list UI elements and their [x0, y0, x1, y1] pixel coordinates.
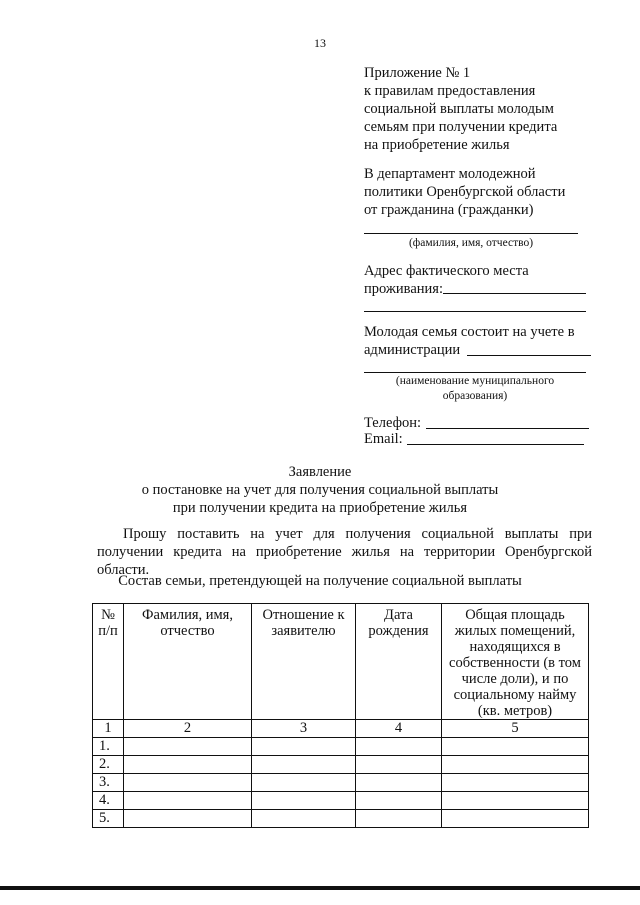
birthdate-cell[interactable]	[356, 738, 442, 756]
administration-field[interactable]	[467, 355, 591, 356]
fullname-cell[interactable]	[124, 774, 252, 792]
table-row	[93, 756, 589, 774]
index-cell: 3	[252, 720, 356, 738]
address-label: Адрес фактического места	[364, 263, 529, 279]
addressee-line: В департамент молодежной	[364, 166, 536, 182]
bottom-rule	[0, 886, 640, 890]
header-birthdate: Дата рождения	[356, 604, 442, 720]
row-number: 4.	[93, 792, 124, 810]
row-number: 1.	[93, 738, 124, 756]
addressee-line: от гражданина (гражданки)	[364, 202, 534, 218]
area-cell[interactable]	[442, 792, 589, 810]
table-row	[93, 774, 589, 792]
municipality-hint-1: (наименование муниципального	[395, 375, 555, 387]
municipality-hint	[364, 374, 586, 404]
header-area: Общая площадь жилых помещений, находящихся в собственности (в том числе доли), и по социальному найму (кв. метров)	[442, 604, 589, 720]
birthdate-cell[interactable]	[356, 756, 442, 774]
name-hint: (фамилия, имя, отчество)	[408, 237, 534, 249]
phone-field[interactable]	[426, 428, 589, 429]
family-table	[92, 603, 589, 828]
phone-label: Телефон:	[364, 415, 422, 431]
appendix-line: на приобретение жилья	[364, 137, 510, 153]
statement-subtitle-1: о постановке на учет для получения социальной выплаты	[141, 482, 499, 498]
addressee-block	[364, 165, 604, 219]
table-index-row	[93, 720, 589, 738]
index-cell: 2	[124, 720, 252, 738]
registration-label-2: администрации	[364, 342, 461, 358]
appendix-title: Приложение № 1	[364, 65, 471, 81]
address-row	[364, 280, 604, 298]
header-number: № п/п	[93, 604, 124, 720]
index-cell: 5	[442, 720, 589, 738]
appendix-block	[364, 64, 604, 154]
addressee-line: политики Оренбургской области	[364, 184, 566, 200]
birthdate-cell[interactable]	[356, 774, 442, 792]
request-paragraph: Прошу поставить на учет для получения социальной выплаты при получении кредита на приобретение жилья на территории Оренбургской области.	[97, 526, 592, 578]
fullname-cell[interactable]	[124, 756, 252, 774]
email-field[interactable]	[407, 444, 584, 445]
row-number: 5.	[93, 810, 124, 828]
relation-cell[interactable]	[252, 738, 356, 756]
area-cell[interactable]	[442, 738, 589, 756]
birthdate-cell[interactable]	[356, 792, 442, 810]
table-row	[93, 738, 589, 756]
fullname-cell[interactable]	[124, 738, 252, 756]
page-number: 13	[314, 36, 326, 50]
relation-cell[interactable]	[252, 792, 356, 810]
fullname-cell[interactable]	[124, 792, 252, 810]
table-row	[93, 810, 589, 828]
statement-subtitle-2: при получении кредита на приобретение жилья	[172, 500, 468, 516]
index-cell: 1	[93, 720, 124, 738]
family-heading: Состав семьи, претендующей на получение социальной выплаты	[118, 573, 522, 589]
registration-row	[364, 341, 604, 359]
relation-cell[interactable]	[252, 810, 356, 828]
relation-cell[interactable]	[252, 756, 356, 774]
address-label-2: проживания:	[364, 281, 443, 297]
address-field[interactable]	[443, 293, 586, 294]
index-cell: 4	[356, 720, 442, 738]
appendix-line: семьям при получении кредита	[364, 119, 558, 135]
registration-label: Молодая семья состоит на учете в	[364, 324, 575, 340]
relation-cell[interactable]	[252, 774, 356, 792]
area-cell[interactable]	[442, 756, 589, 774]
birthdate-cell[interactable]	[356, 810, 442, 828]
appendix-line: социальной выплаты молодым	[364, 101, 554, 117]
table-header-row	[93, 604, 589, 720]
row-number: 2.	[93, 756, 124, 774]
row-number: 3.	[93, 774, 124, 792]
table-row	[93, 792, 589, 810]
statement-title: Заявление	[288, 464, 352, 480]
municipality-hint-2: образования)	[442, 390, 508, 402]
appendix-line: к правилам предоставления	[364, 83, 536, 99]
applicant-name-field[interactable]	[364, 233, 578, 234]
address-field-2[interactable]	[364, 311, 586, 312]
email-label: Email:	[364, 431, 403, 447]
administration-field-2[interactable]	[364, 372, 586, 373]
fullname-cell[interactable]	[124, 810, 252, 828]
header-relation: Отношение к заявителю	[252, 604, 356, 720]
header-fullname: Фамилия, имя, отчество	[124, 604, 252, 720]
area-cell[interactable]	[442, 774, 589, 792]
area-cell[interactable]	[442, 810, 589, 828]
